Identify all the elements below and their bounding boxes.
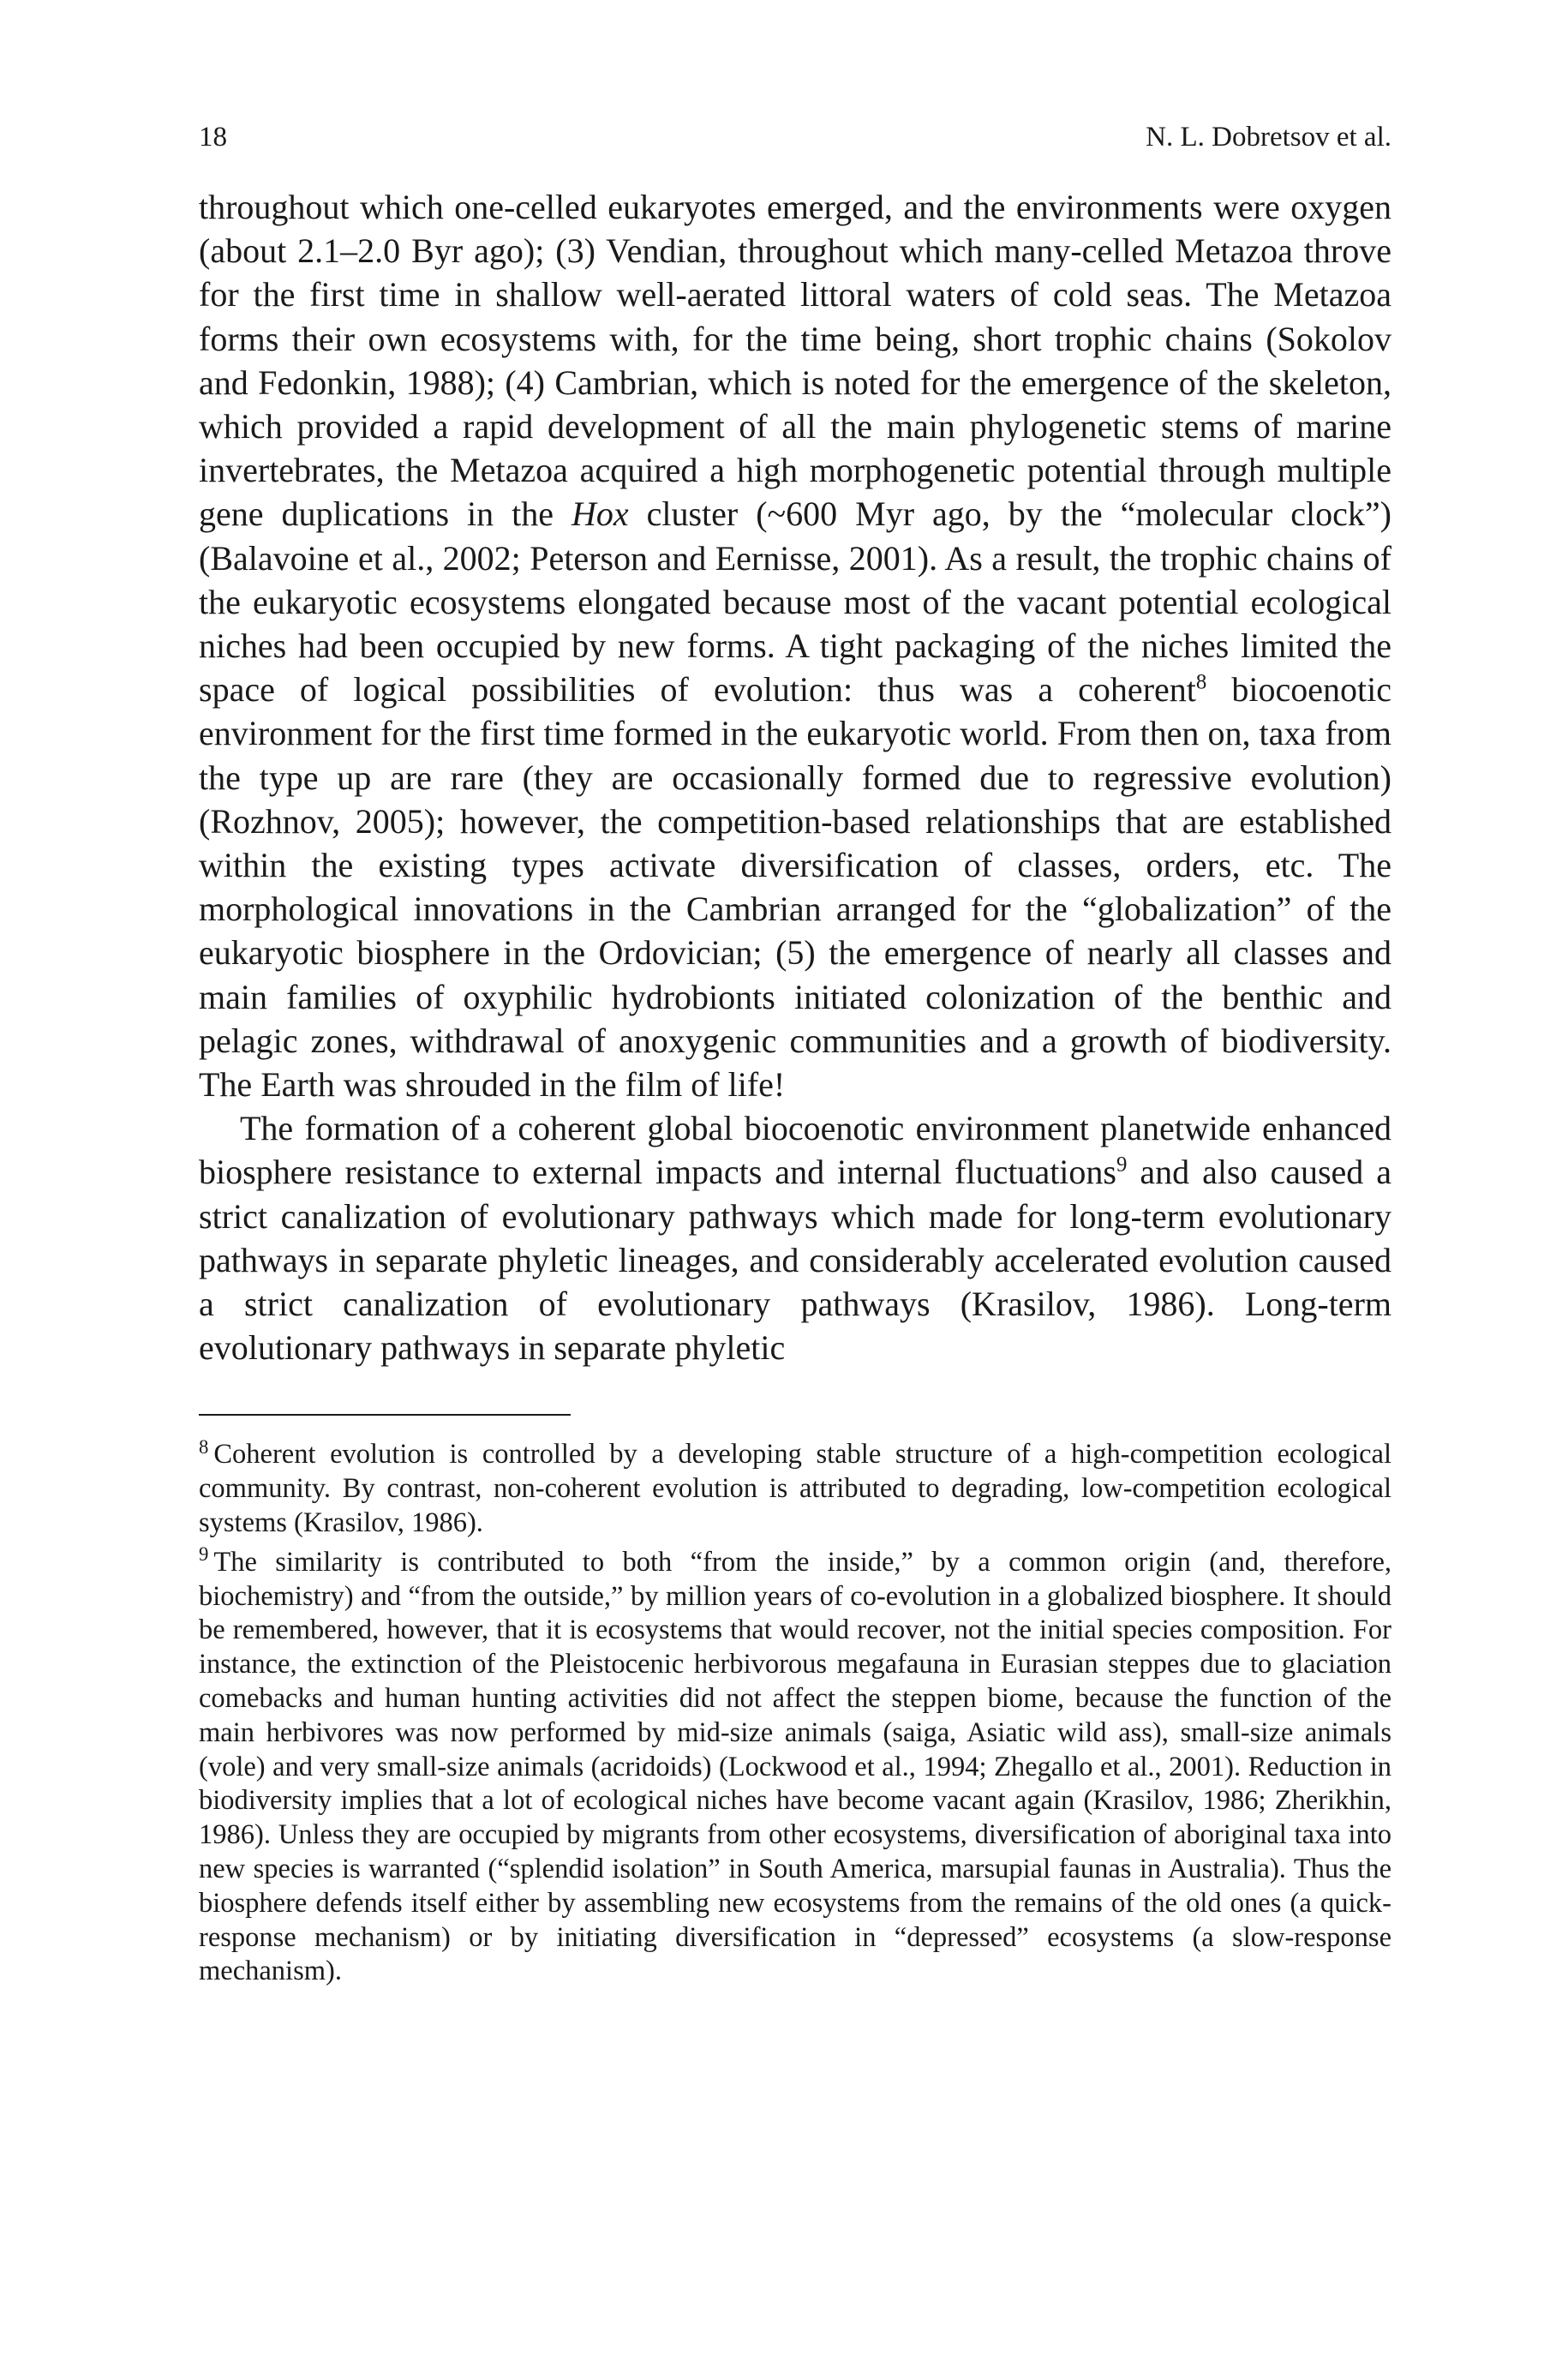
paragraph-1 xyxy=(199,185,1391,1106)
footnote-9 xyxy=(199,1543,1391,1989)
body-text xyxy=(199,185,1391,1369)
footnote-9-text: The similarity is contributed to both “from the inside,” by a common origin (and, therefore, biochemistry) and “from the outside,” by million years of co-evolution in a globalized biosphere. It should be remembered, however, that it is ecosystems that would recover, not the initial species composition. For instance, the extinction of the Pleistocenic herbivorous megafauna in Eurasian steppes due to glaciation comebacks and human hunting activities did not affect the steppen biome, because the function of the main herbivores was now performed by mid-size animals (saiga, Asiatic wild ass), small-size animals (vole) and very small-size animals (acridoids) (Lockwood et al., 1994; Zhegallo et al., 2001). Reduction in biodiversity implies that a lot of ecological niches have become vacant again (Krasilov, 1986; Zherikhin, 1986). Unless they are occupied by migrants from other ecosystems, diversification of aboriginal taxa into new species is warranted (“splendid isolation” in South America, marsupial faunas in Australia). Thus the biosphere defends itself either by assembling new ecosystems from the remains of the old ones (a quick-response mechanism) or by initiating diversification in “depressed” ecosystems (a slow-response mechanism). xyxy=(199,1546,1391,1987)
paragraph-2-text-b: and also caused a strict canalization of evolutionary pathways which made for long-term evolutionary pathways in separate phyletic lineages, and considerably accelerated evolution caused a strict canalization of evolutionary pathways (Krasilov, 1986). Long-term evolutionary pathways in separate phyletic xyxy=(199,1153,1391,1368)
footnote-8-text: Coherent evolution is controlled by a developing stable structure of a high-competition ecological community. By contrast, non-coherent evolution is attributed to degrading, low-competition ecological systems (Krasilov, 1986). xyxy=(199,1439,1391,1539)
paragraph-1-text-c: biocoenotic environment for the first time formed in the eukaryotic world. From then on, taxa from the type up are rare (they are occasionally formed due to regressive evolution) (Rozhnov, 2005); however, the competition-based relationships that are established within the existing types activate diversification of classes, orders, etc. The morphological innovations in the Cambrian arranged for the “globalization” of the eukaryotic biosphere in the Ordovician; (5) the emergence of nearly all classes and main families of oxyphilic hydrobionts initiated colonization of the benthic and pelagic zones, withdrawal of anoxygenic communities and a growth of biodiversity. The Earth was shrouded in the film of life! xyxy=(199,670,1391,1105)
page-number: 18 xyxy=(199,122,227,153)
hox-term: Hox xyxy=(571,494,629,534)
footnote-divider xyxy=(199,1414,571,1416)
paragraph-1-text-b: cluster (~600 Myr ago, by the “molecular clock”) (Balavoine et al., 2002; Peterson and Eernisse, 2001). As a result, the trophic chains of the eukaryotic ecosystems elongated because most of the vacant potential ecological niches had been occupied by new forms. A tight packaging of the niches limited the space of logical possibilities of evolution: thus was a coherent xyxy=(199,494,1392,710)
footnote-8 xyxy=(199,1435,1391,1540)
footnote-ref-8[interactable]: 8 xyxy=(1195,670,1207,694)
footnote-8-mark: 8 xyxy=(199,1435,209,1458)
running-head xyxy=(199,120,1391,154)
footnote-ref-9[interactable]: 9 xyxy=(1116,1153,1128,1177)
footnotes xyxy=(199,1435,1391,1989)
paragraph-1-text-a: throughout which one-celled eukaryotes emerged, and the environments were oxygen (about 2.1–2.0 Byr ago); (3) Vendian, throughout which many-celled Metazoa throve for the first time in shallow well-aerated littoral waters of cold seas. The Metazoa forms their own ecosystems with, for the time being, short trophic chains (Sokolov and Fedonkin, 1988); (4) Cambrian, which is noted for the emergence of the skeleton, which provided a rapid development of all the main phylogenetic stems of marine invertebrates, the Metazoa acquired a high morphogenetic potential through multiple gene duplications in the xyxy=(199,188,1391,534)
running-title: N. L. Dobretsov et al. xyxy=(1146,122,1391,153)
footnote-9-mark: 9 xyxy=(199,1543,209,1566)
paragraph-2 xyxy=(199,1106,1391,1369)
paragraph-2-text-a: The formation of a coherent global biocoenotic environment planetwide enhanced biosphere resistance to external impacts and internal fluctuations xyxy=(199,1109,1391,1192)
page xyxy=(199,120,1391,1994)
